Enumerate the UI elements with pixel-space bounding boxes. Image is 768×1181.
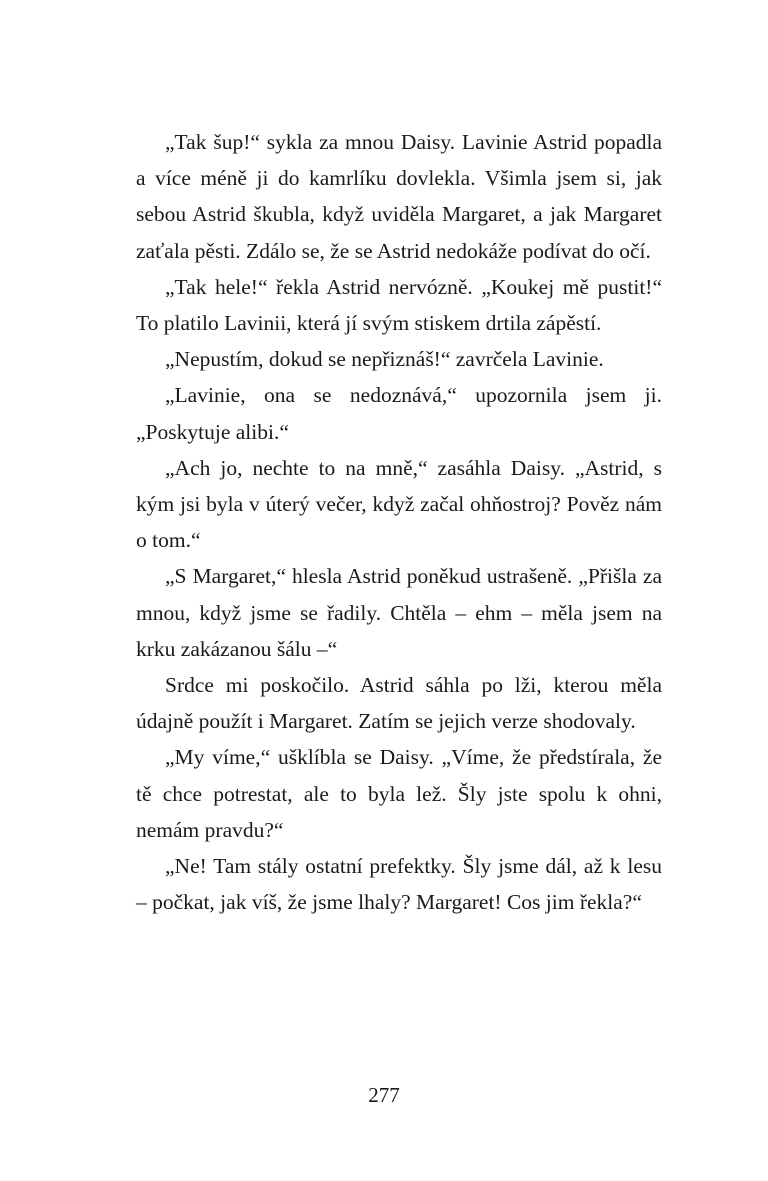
paragraph-8: „My víme,“ ušklíbla se Daisy. „Víme, že předstírala, že tě chce potrestat, ale to byla lež. Šly jste spolu k ohni, nemám pravdu?“	[136, 745, 662, 842]
paragraph-5: „Ach jo, nechte to na mně,“ zasáhla Daisy. „Astrid, s kým jsi byla v úterý večer, když začal ohňostroj? Pověz nám o tom.“	[136, 455, 662, 553]
paragraph-7: Srdce mi poskočilo. Astrid sáhla po lži, kterou měla údajně použít i Margaret. Zatím se jejich verze shodovaly.	[136, 673, 662, 734]
paragraph-1: „Tak šup!“ sykla za mnou Daisy. Lavinie Astrid popadla a více méně ji do kamrlíku dovlekla. Všimla jsem si, jak sebou Astrid škubla, když uviděla Margaret, a jak Margaret zaťala pěsti. Zdálo se, že se Astrid nedokáže podívat do očí.	[136, 130, 662, 263]
paragraph-2: „Tak hele!“ řekla Astrid nervózně. „Koukej mě pustit!“ To platilo Lavinii, která jí svým stiskem drtila zápěstí.	[136, 274, 662, 336]
body-text	[136, 124, 662, 920]
page-number: 277	[368, 1083, 400, 1107]
paragraph-6: „S Margaret,“ hlesla Astrid poněkud ustrašeně. „Přišla za mnou, když jsme se řadily. Chtěla – ehm – měla jsem na krku zakázanou šálu –“	[136, 564, 662, 661]
paragraph-9: „Ne! Tam stály ostatní prefektky. Šly jsme dál, až k lesu – počkat, jak víš, že jsme lhaly? Margaret! Cos jim řekla?“	[136, 854, 662, 915]
paragraph-3: „Nepustím, dokud se nepřiznáš!“ zavrčela Lavinie.	[165, 347, 604, 372]
paragraph-4: „Lavinie, ona se nedoznává,“ upozornila jsem ji. „Poskytuje alibi.“	[136, 383, 662, 444]
